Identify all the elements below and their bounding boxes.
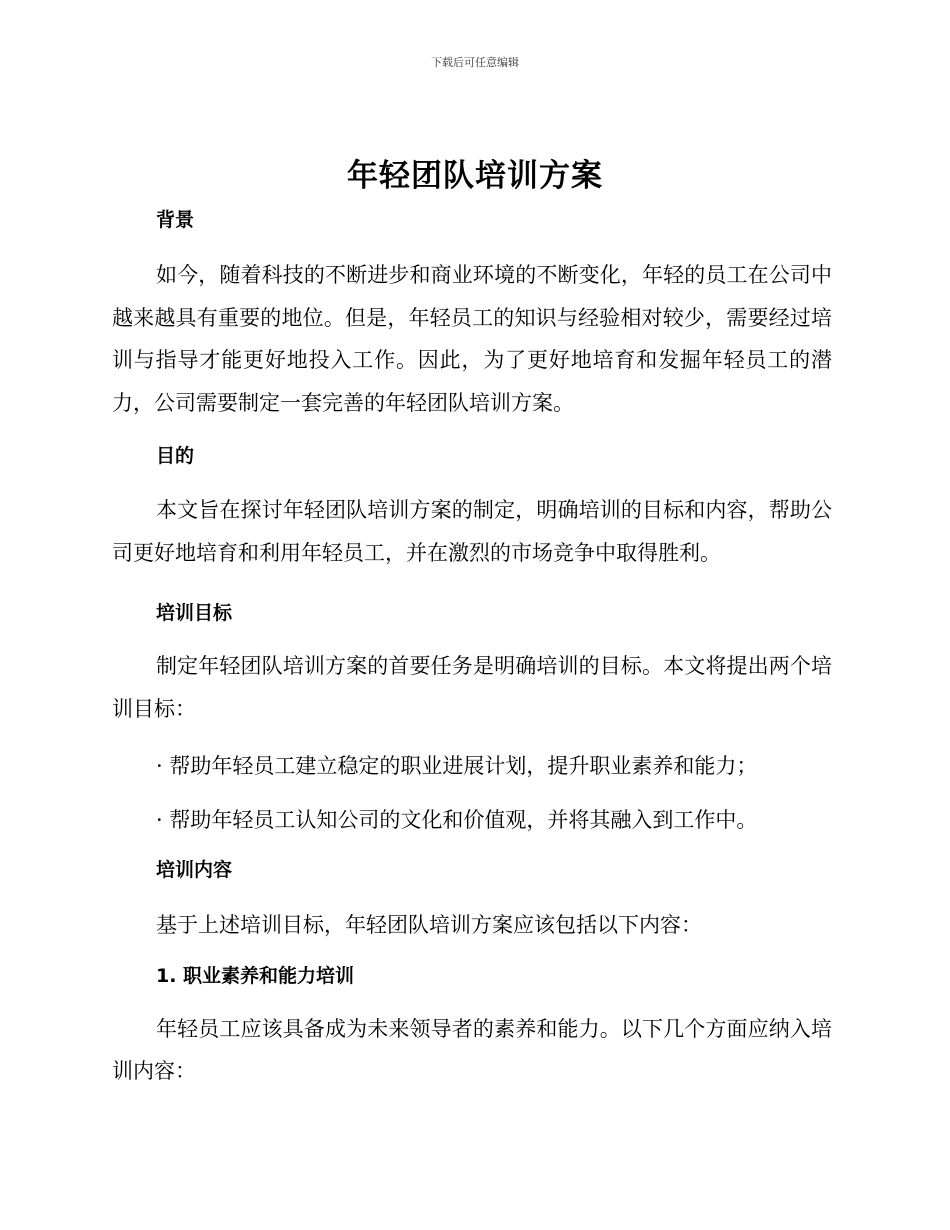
heading-content: 培训内容: [156, 859, 233, 882]
paragraph-subsection-1: 年轻员工应该具备成为未来领导者的素养和能力。以下几个方面应纳入培训内容：: [112, 1016, 832, 1084]
heading-purpose: 目的: [156, 444, 195, 467]
list-item: · 帮助年轻员工认知公司的文化和价值观，并将其融入到工作中。: [156, 808, 758, 833]
document-body: [112, 205, 832, 1093]
paragraph-content: 基于上述培训目标，年轻团队培训方案应该包括以下内容：: [156, 913, 702, 938]
paragraph-purpose: 本文旨在探讨年轻团队培训方案的制定，明确培训的目标和内容，帮助公司更好地培育和利用年轻员工，并在激烈的市场竞争中取得胜利。: [112, 497, 832, 565]
paragraph-goals: 制定年轻团队培训方案的首要任务是明确培训的目标。本文将提出两个培训目标：: [112, 654, 832, 721]
header-note: 下载后可任意编辑: [431, 56, 519, 69]
paragraph-background: 如今，随着科技的不断进步和商业环境的不断变化，年轻的员工在公司中越来越具有重要的地位。但是，年轻员工的知识与经验相对较少，需要经过培训与指导才能更好地投入工作。因此，为了更好地培育和发掘年轻员工的潜力，公司需要制定一套完善的年轻团队培训方案。: [112, 263, 832, 416]
document-title: 年轻团队培训方案: [347, 158, 603, 194]
heading-goals: 培训目标: [156, 602, 233, 625]
list-item: · 帮助年轻员工建立稳定的职业进展计划，提升职业素养和能力；: [156, 753, 758, 778]
heading-background: 背景: [156, 209, 195, 231]
heading-subsection-1: 1. 职业素养和能力培训: [156, 964, 355, 987]
